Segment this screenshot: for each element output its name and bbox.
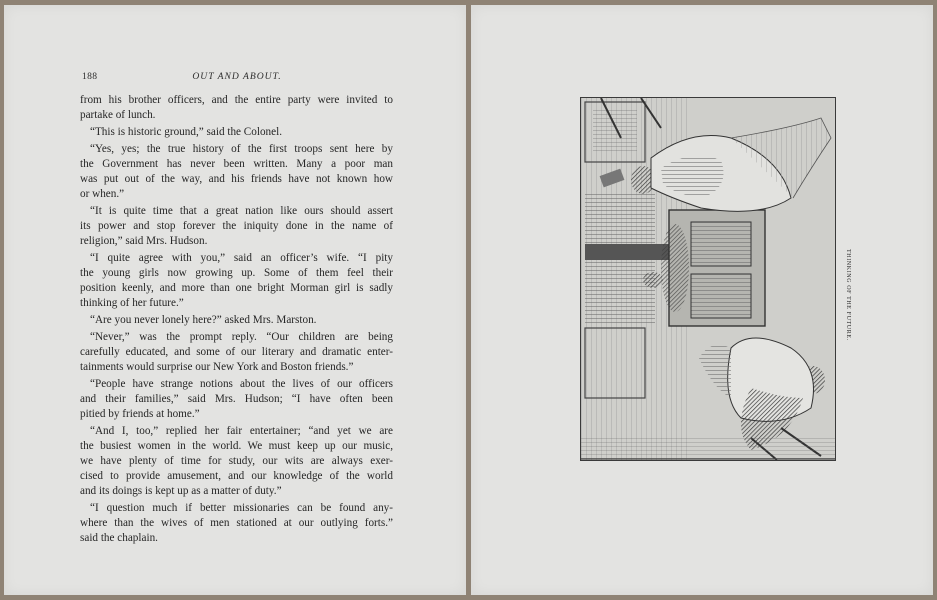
text-line: tainments would surprise our New York and Boston friends.” [80,361,354,373]
text-line: where than the wives of men stationed at our outlying forts.” [80,517,393,529]
text-line: “This is historic ground,” said the Colonel. [90,126,283,138]
text-line: “Never,” was the prompt reply. “Our children are being [90,331,393,343]
body-text [80,93,393,546]
text-line: partake of lunch. [80,109,156,121]
engraving-drawing [581,98,835,460]
text-line: or when.” [80,188,125,200]
text-line: cised to provide amusement, and our knowledge of the world [80,470,393,482]
text-line: “People have strange notions about the lives of our officers [90,378,393,390]
text-line: thinking of her future.” [80,297,184,309]
text-line: “And I, too,” replied her fair entertainer; “and yet we are [90,425,393,437]
text-line: carefully educated, and some of our literary and dramatic enter- [80,346,393,358]
text-line: “I quite agree with you,” said an officer’s wife. “I pity [90,252,393,264]
text-line: “It is quite time that a great nation like ours should assert [90,205,393,217]
engraving-illustration [580,97,836,461]
text-line: and their families,” said Mrs. Hudson; “I have often been [80,393,393,405]
text-line: position keenly, and more than one bright Morman girl is sadly [80,282,393,294]
text-line: pitied by friends at home.” [80,408,200,420]
text-line: from his brother officers, and the entire party were invited to [80,94,393,106]
text-line: “Yes, yes; the true history of the first troops sent here by [90,143,393,155]
running-title: OUT AND ABOUT. [192,71,282,82]
text-line: was put out of the way, and his friends have not known how [80,173,393,185]
text-line: religion,” said Mrs. Hudson. [80,235,208,247]
text-line: we have plenty of time for study, our wits are always exer- [80,455,393,467]
text-line: said the chaplain. [80,532,158,544]
running-head [82,71,392,87]
text-line: the young girls now growing up. Some of them feel their [80,267,393,279]
illustration-caption: THINKING OF THE FUTURE. [845,249,851,341]
page-number: 188 [82,71,98,82]
text-line: and its doings is kept up as a matter of duty.” [80,485,282,497]
text-line: “Are you never lonely here?” asked Mrs. Marston. [90,314,317,326]
text-line: the busiest women in the world. We must keep up our music, [80,440,393,452]
text-line: “I question much if better missionaries can be found any- [90,502,393,514]
text-line: its power and stop forever the iniquity done in the name of [80,220,393,232]
text-line: the Government has never been written. Many a poor man [80,158,393,170]
